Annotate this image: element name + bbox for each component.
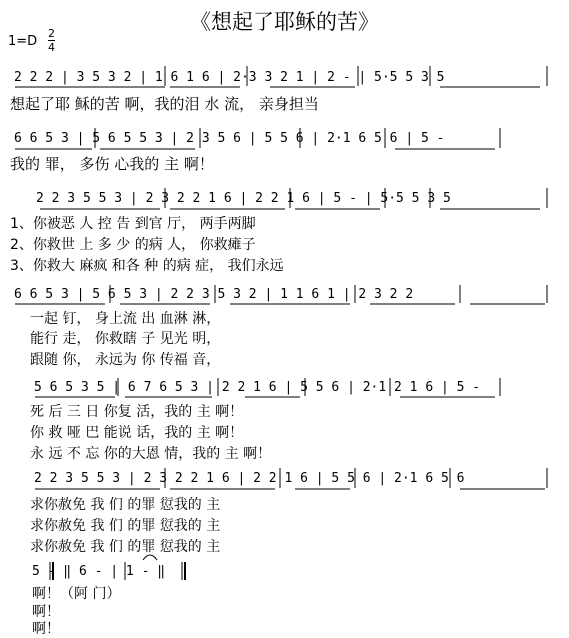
notes-line: 2 2 3 5 5 3 | 2 3 2 2 1 6 | 2 2 1 6 | 5 - | 5·5 5 3 5 [36, 191, 451, 206]
notes-line: 5 6 5 3 5 | 6 7 6 5 3 | 2 2 1 6 | 5 5 6 | 2·1 2 1 6 | 5 - [34, 380, 481, 395]
song-title: 《想起了耶稣的苦》 [190, 10, 379, 34]
time-signature [48, 28, 55, 53]
meter-bottom: 4 [48, 41, 55, 54]
lyric-line: 死 后 三 日 你复 活，我的 主 啊！ [30, 404, 244, 420]
lyric-line: 能行 走， 你救瞎 子 见光 明， [30, 331, 221, 347]
lyric-line: 啊！ [32, 604, 60, 620]
lyric-line: 求你赦免 我 们 的罪 愆我的 主 [30, 539, 221, 555]
key-signature: 1=D [8, 34, 38, 49]
lyric-line: 2、你救世 上 多 少 的病 人， 你救瘫子 [10, 237, 256, 253]
meter-top: 2 [48, 27, 55, 40]
lyric-line: 1、你被恶 人 控 告 到官 厅， 两手两脚 [10, 216, 256, 232]
notes-line: 2 2 3 5 5 3 | 2 3 2 2 1 6 | 2 2 1 6 | 5 5 6 | 2·1 6 5 6 [34, 471, 465, 486]
lyric-line: 永 远 不 忘 你的大恩 情，我的 主 啊！ [30, 446, 272, 462]
lyric-line: 你 救 哑 巴 能说 话，我的 主 啊！ [30, 425, 244, 441]
lyric-line: 跟随 你， 永远为 你 传福 音， [30, 352, 221, 368]
notes-line: 5 - ‖ 6 - | 1 - ‖ [32, 564, 166, 579]
lyric-line: 求你赦免 我 们 的罪 愆我的 主 [30, 497, 221, 513]
notes-line: 6 6 5 3 | 5 6 5 5 3 | 2 3 5 6 | 5 5 6 | 2·1 6 5 6 | 5 - [14, 131, 445, 146]
lyric-line: 一起 钉， 身上流 出 血淋 淋， [30, 311, 221, 327]
notes-line: 6 6 5 3 | 5 6 5 3 | 2 2 3 5 3 2 | 1 1 6 1 | 2 3 2 2 [14, 287, 414, 302]
notes-line: 2 2 2 | 3 5 3 2 | 1 6 1 6 | 2·3 3 2 1 | 2 - | 5·5 5 3 5 [14, 70, 445, 85]
lyric-line: 想起了耶 稣的苦 啊，我的泪 水 流， 亲身担当 [10, 95, 319, 113]
lyric-line: 啊！（阿 门） [32, 586, 121, 602]
lyric-line: 啊！ [32, 621, 60, 637]
lyric-line: 3、你救大 麻疯 和各 种 的病 症， 我们永远 [10, 258, 284, 274]
lyric-line: 求你赦免 我 们 的罪 愆我的 主 [30, 518, 221, 534]
lyric-line: 我的 罪， 多伤 心我的 主 啊！ [10, 155, 214, 173]
